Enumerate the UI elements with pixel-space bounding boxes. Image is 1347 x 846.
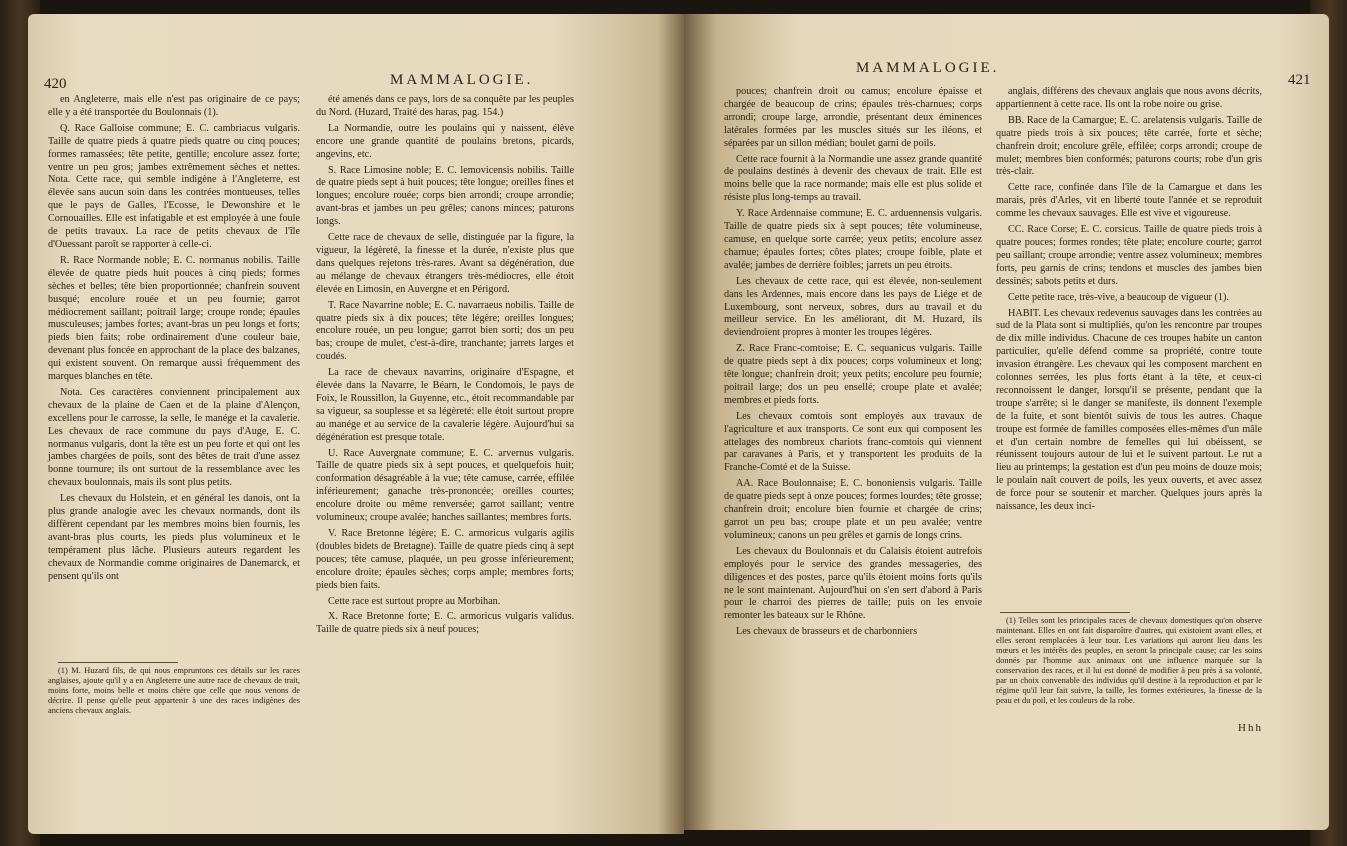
page-number-left: 420 (44, 76, 67, 92)
paragraph: CC. Race Corse; E. C. corsicus. Taille de quatre pieds trois à quatre pouces; formes rondes; tête plate; encolure courte; garrot peu saillant; croupe arrondie; ventre assez volumineux; membres forts, peu garnis de crins; tendons et muscles des jambes bien dessinés; sabots petits et durs. (996, 224, 1262, 287)
footnote-rule (58, 662, 178, 663)
right-column-2 (996, 86, 1262, 606)
paragraph: anglais, différens des chevaux anglais que nous avons décrits, appartiennent à cette race. Ils ont la robe noire ou grise. (996, 86, 1262, 110)
paragraph: T. Race Navarrine noble; E. C. navarraeus nobilis. Taille de quatre pieds six à dix pouces; tête légère; oreilles longues; encolure rouée, un peu longue; garrot bien sorti; dos un peu bas; croupe de mulet, c'est-à-dire, tranchante; jarrets larges et coudés. (316, 299, 574, 363)
footnote-text: (1) M. Huzard fils, de qui nous empruntons ces détails sur les races anglaises, ajoute qu'il y a en Angleterre une autre race de chevaux de trait, moins forte, moins belle et moins chère que celle que nous venons de décrire. Il pense qu'elle peut appartenir à une des races indigènes des anciens chevaux anglais. (48, 666, 300, 715)
paragraph: R. Race Normande noble; E. C. normanus nobilis. Taille élevée de quatre pieds huit pouces à cinq pieds; formes sèches et belles; tête bien proportionnée; chanfrein souvent busqué; encolure rouée et un peu fournie; garrot médiocrement saillant; poitrail large; croupe ronde; épaules musculeuses; jambes fortes; avant-bras un peu longs et forts; pieds bien faits; robe ordinairement d'une couleur baie, devenant plus foncée en approchant de la place des balzanes, qui existent souvent. On remarque aussi fréquemment des marques blanches en tête. (48, 254, 300, 383)
right-page (684, 14, 1329, 830)
left-column-2 (316, 94, 574, 744)
paragraph: X. Race Bretonne forte; E. C. armoricus vulgaris validus. Taille de quatre pieds six à neuf pouces; (316, 611, 574, 636)
paragraph: Cette race, confinée dans l'île de la Camargue et dans les marais, près d'Arles, vit en liberté toute l'année et se reproduit comme les chevaux sauvages. Elle est vive et vigoureuse. (996, 182, 1262, 220)
paragraph: U. Race Auvergnate commune; E. C. arvernus vulgaris. Taille de quatre pieds six à sept pouces, et quelquefois huit; conformation désagréable à la vue; tête camuse, carrée, effilée inférieurement; ganache très-prononcée; oreilles courtes; encolure droite ou même renversée; garrot saillant; ventre volumineux; croupe avalée; hanches saillantes; membres forts. (316, 447, 574, 524)
paragraph: S. Race Limosine noble; E. C. lemovicensis nobilis. Taille de quatre pieds sept à huit pouces; tête longue; oreilles fines et longues; encolure rouée; corps bien arrondi; croupe arrondie; avant-bras et jambes un peu grêles; canons minces; paturons longs. (316, 164, 574, 228)
paragraph: Les chevaux du Holstein, et en général les danois, ont la plus grande analogie avec les chevaux normands, dont ils diffèrent cependant par les membres moins bien fournis, les avant-bras plus courts, les pieds plus volumineux et le tempérament plus lâche. Plusieurs auteurs regardent les chevaux de Normandie comme originaires de Danemarck, et pensent qu'ils ont (48, 493, 300, 582)
paragraph: Les chevaux du Boulonnais et du Calaisis étoient autrefois employés pour le service des grandes messageries, des diligences et des postes, parce qu'ils étoient moins forts qu'ils ne le sont maintenant. Aujourd'hui on s'en sert d'abord à Paris pour le charroi des pierres de taille; puis on les envoie remonter les bateaux sur le Rhône. (724, 545, 982, 622)
paragraph: Cette race fournit à la Normandie une assez grande quantité de poulains destinés à devenir des chevaux de trait. Elle est moins belle que la race normande; mais elle est plus solide et résiste plus long-temps au travail. (724, 153, 982, 204)
paragraph: pouces; chanfrein droit ou camus; encolure épaisse et chargée de beaucoup de crins; épaules très-charnues; corps arrondi; croupe large, arrondie, présentant deux éminences latérales formées par les muscles situés sur les iléons, et séparées par un sillon médian; boulet garni de poils. (724, 86, 982, 149)
paragraph: La Normandie, outre les poulains qui y naissent, élève encore une grande quantité de poulains bretons, picards, angevins, etc. (316, 122, 574, 160)
paragraph: Les chevaux de cette race, qui est élevée, non-seulement dans les Ardennes, mais encore dans les pays de Liége et de Luxembourg, sont nerveux, sobres, durs au travail et du meilleur service. En les améliorant, dit M. Huzard, ils deviendroient propres à monter les troupes légères. (724, 275, 982, 339)
paragraph: Cette race de chevaux de selle, distinguée par la figure, la vigueur, la légèreté, la finesse et la durée, n'existe plus que dans quelques rejetons très-rares. Avant sa dégénération, due au mélange de chevaux étrangers très-médiocres, elle étoit élevée en Limosin, en Auvergne et en Périgord. (316, 232, 574, 295)
paragraph: BB. Race de la Camargue; E. C. arelatensis vulgaris. Taille de quatre pieds trois à six pouces; tête carrée, forte et sèche; chanfrein droit; encolure grêle, effilée; corps arrondi; croupe de mulet; membres bien conformés; paturons courts; robe d'un gris très-clair. (996, 114, 1262, 178)
left-column-1 (48, 94, 300, 654)
paragraph: Cette race est surtout propre au Morbihan. (328, 595, 501, 607)
right-footnote (996, 616, 1262, 706)
paragraph: La race de chevaux navarrins, originaire d'Espagne, et élevée dans la Navarre, le Béarn, le Condomois, le pays de Foix, le Roussillon, la Guyenne, etc., étoit recommandable par sa vigueur, sa souplesse et sa légèreté: elle étoit surtout propre au manége et au service de la cavalerie légère. Aujourd'hui sa dégénération est presque totale. (316, 367, 574, 443)
paragraph: AA. Race Boulonnaise; E. C. bononiensis vulgaris. Taille de quatre pieds sept à onze pouces; formes lourdes; tête grosse; chanfrein droit; encolure bien fournie et chargée de crins; garrot un peu bas; croupe plate et un peu avalée; ventre volumineux; canons un peu grêles et garnis de longs crins. (724, 478, 983, 541)
paragraph: HABIT. Les chevaux redevenus sauvages dans les contrées au sud de la Plata sont si multipliés, qu'on les rencontre par troupes de dix mille individus. Chacune de ces troupes habite un canton particulier, qu'elle défend comme sa propriété, contre toute invasion étrangère. Les chevaux qui les composent marchent en colonnes serrées, les plus forts étant à la tête, et ceux-ci reconnoissent le danger, lorsqu'il se présente, pendant que la troupe s'arrête; si le danger se manifeste, ils donnent l'exemple de la fuite, et sont bientôt suivis de tous les autres. Chaque troupe est formée de familles composées elles-mêmes d'un mâle et d'un certain nombre de femelles qui lui obéissent, se réunissent toujours autour de lui et le suivent partout. Le rut a lieu au printemps; la gestation est d'un peu moins de douze mois; le poulain naît couvert de poils, les yeux ouverts, et avec assez de force pour se soutenir et marcher. Quelques jours après la naissance, les deux inci- (996, 307, 1262, 513)
paragraph: en Angleterre, mais elle n'est pas originaire de ce pays; elle y a été transportée du Boulonnais (1). (48, 94, 300, 118)
paragraph: été amenés dans ce pays, lors de sa conquête par les peuples du Nord. (Huzard, Traité des haras, pag. 154.) (316, 94, 574, 118)
footnote-rule (1000, 612, 1130, 613)
page-number-right: 421 (1288, 72, 1311, 88)
right-column-1 (724, 86, 982, 746)
paragraph: V. Race Bretonne légère; E. C. armoricus vulgaris agilis (doubles bidets de Bretagne). Taille de quatre pieds cinq à sept pouces; tête camuse, plaquée, un peu grosse inférieurement; encolure droite; épaules sèches; corps ample; membres forts; pieds bien faits. (316, 528, 574, 591)
paragraph: Cette petite race, très-vive, a beaucoup de vigueur (1). (1008, 291, 1229, 303)
running-head-left: MAMMALOGIE. (390, 72, 534, 88)
paragraph: Les chevaux comtois sont employés aux travaux de l'agriculture et aux transports. Ce sont eux qui composent les attelages des nombreux chariots franc-comtois qui viennent par caravanes à Paris, et y transportent les produits de la Franche-Comté et de la Suisse. (724, 410, 982, 474)
paragraph: Z. Race Franc-comtoise; E. C. sequanicus vulgaris. Taille de quatre pieds sept à dix pouces; corps volumineux et long; tête longue; chanfrein droit; yeux petits; encolure peu fournie; poitrail large; dos un peu ensellé; croupe plate et avalée; membres et pieds forts. (724, 343, 982, 406)
paragraph: Les chevaux de brasseurs et de charbonniers (736, 626, 918, 638)
paragraph: Q. Race Galloise commune; E. C. cambriacus vulgaris. Taille de quatre pieds à quatre pieds quatre ou cinq pouces; formes ramassées; tête petite, gentille; encolure assez forte; ventre un peu gros; jambes extrêmement sèches et nettes. Nota. Cette race, qui semble indigène à l'Angleterre, est élevée sans aucun soin dans les contrées montueuses, telles que le pays de Galles, l'Ecosse, le Dewonshire et le Cornouailles. Elle est infatigable et est employée à une foule de petits travaux. La race de petits chevaux de l'île d'Ouessant paroît se rapporter à celle-ci. (48, 122, 300, 250)
paragraph: Nota. Ces caractères conviennent principalement aux chevaux de la plaine de Caen et de la plaine d'Alençon, excellens pour le carrosse, la selle, le manége et la cavalerie. Les chevaux de race commune du pays d'Auge, E. C. normanus vulgaris, dont la tête est un peu forte et qui ont les jambes chargées de poils, sont des bêtes de trait d'une assez bonne tournure; ils ont surtout de la ressemblance avec les chevaux boulonnais, mais ils sont plus petits. (48, 386, 300, 489)
signature-mark: Hhh (1238, 722, 1263, 734)
footnote-text: (1) Telles sont les principales races de chevaux domestiques qu'on observe maintenant. Elles en ont fait disparoître d'autres, qui existoient avant elles, et elles seront remplacées à leur tour. Les variations qui auront lieu dans les mœurs et les intérêts des peuples, en seront la principale cause; car les soins donnés par l'homme aux animaux ont une influence marquée sur la conservation des races, et il lui est donné de modifier à peu près à sa volonté, par un choix convenable des individus qu'il destine à la reproduction et par le régime qu'il leur fait suivre, la taille, les formes extérieures, la finesse de la peau et du poil, et les couleurs de la robe. (996, 616, 1262, 705)
left-page (28, 14, 684, 834)
paragraph: Y. Race Ardennaise commune; E. C. arduennensis vulgaris. Taille de quatre pieds six à sept pouces; tête volumineuse, camuse, en quelque sorte carrée; yeux petits; encolure assez charnue; épaules fortes; côtes plates; croupe foible, plate et avalée; jambes de derrière foibles; jarrets un peu étroits. (724, 208, 982, 271)
running-head-right: MAMMALOGIE. (856, 60, 1000, 76)
left-footnote (48, 666, 300, 716)
